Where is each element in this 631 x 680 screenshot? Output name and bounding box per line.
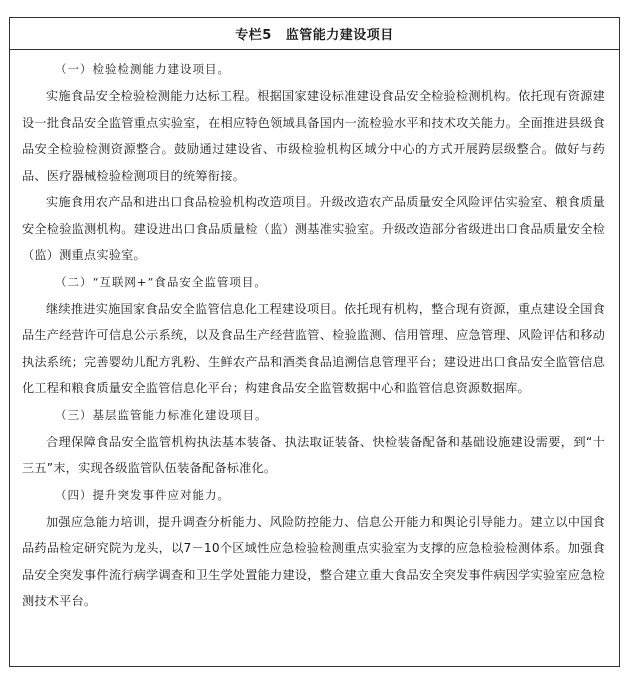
section-2-paragraph-1: 继续推进实施国家食品安全监管信息化工程建设项目。依托现有机构，整合现有资源，重点建设全国食品生产经营许可信息公示系统，以及食品生产经营监管、检验监测、信用管理、应急管理、风险评估和移动执法系统；完善婴幼儿配方乳粉、生鲜农产品和酒类食品追溯信息管理平台；建设进出口食品安全监管信息化工程和粮食质量安全监管信息化平台；构建食品安全监管数据中心和监管信息资源数据库。: [22, 301, 605, 395]
column-label: 专栏5: [235, 28, 272, 43]
section-4-paragraph-1: 加强应急能力培训，提升调查分析能力、风险防控能力、信息公开能力和舆论引导能力。建立以中国食品药品检定研究院为龙头，以7－10个区域性应急检验检测重点实验室为支撑的应急检验检测体系。加强食品安全突发事件流行病学调查和卫生学处置能力建设，整合建立重大食品安全突发事件病因学实验室应急检测技术平台。: [22, 514, 605, 608]
column-title-text: 监管能力建设项目: [285, 28, 394, 43]
column-title: [10, 18, 619, 50]
column-box: [9, 17, 620, 667]
section-3-paragraph-1: 合理保障食品安全监管机构执法基本装备、执法取证装备、快检装备配备和基础设施建设需要，到“十三五”末，实现各级监管队伍装备配备标准化。: [22, 434, 605, 475]
section-1-paragraph-2: 实施食用农产品和进出口食品检验机构改造项目。升级改造农产品质量安全风险评估实验室、粮食质量安全检验监测机构。建设进出口食品质量检（监）测基准实验室。升级改造部分省级进出口食品质量安全检（监）测重点实验室。: [22, 195, 605, 262]
section-1-paragraph-1: 实施食品安全检验检测能力达标工程。根据国家建设标准建设食品安全检验检测机构。依托现有资源建设一批食品安全监管重点实验室，在相应特色领域具备国内一流检验水平和技术攻关能力。全面推进县级食品安全检验检测资源整合。鼓励通过建设省、市级检验机构区域分中心的方式开展跨层级整合。做好与药品、医疗器械检验检测项目的统筹衔接。: [22, 89, 605, 183]
section-heading-4: （四）提升突发事件应对能力。: [55, 487, 230, 502]
column-content: [10, 50, 619, 615]
section-heading-2: （二）“互联网+”食品安全监管项目。: [55, 274, 267, 289]
section-heading-3: （三）基层监管能力标准化建设项目。: [55, 407, 268, 422]
section-heading-1: （一）检验检测能力建设项目。: [55, 62, 230, 76]
